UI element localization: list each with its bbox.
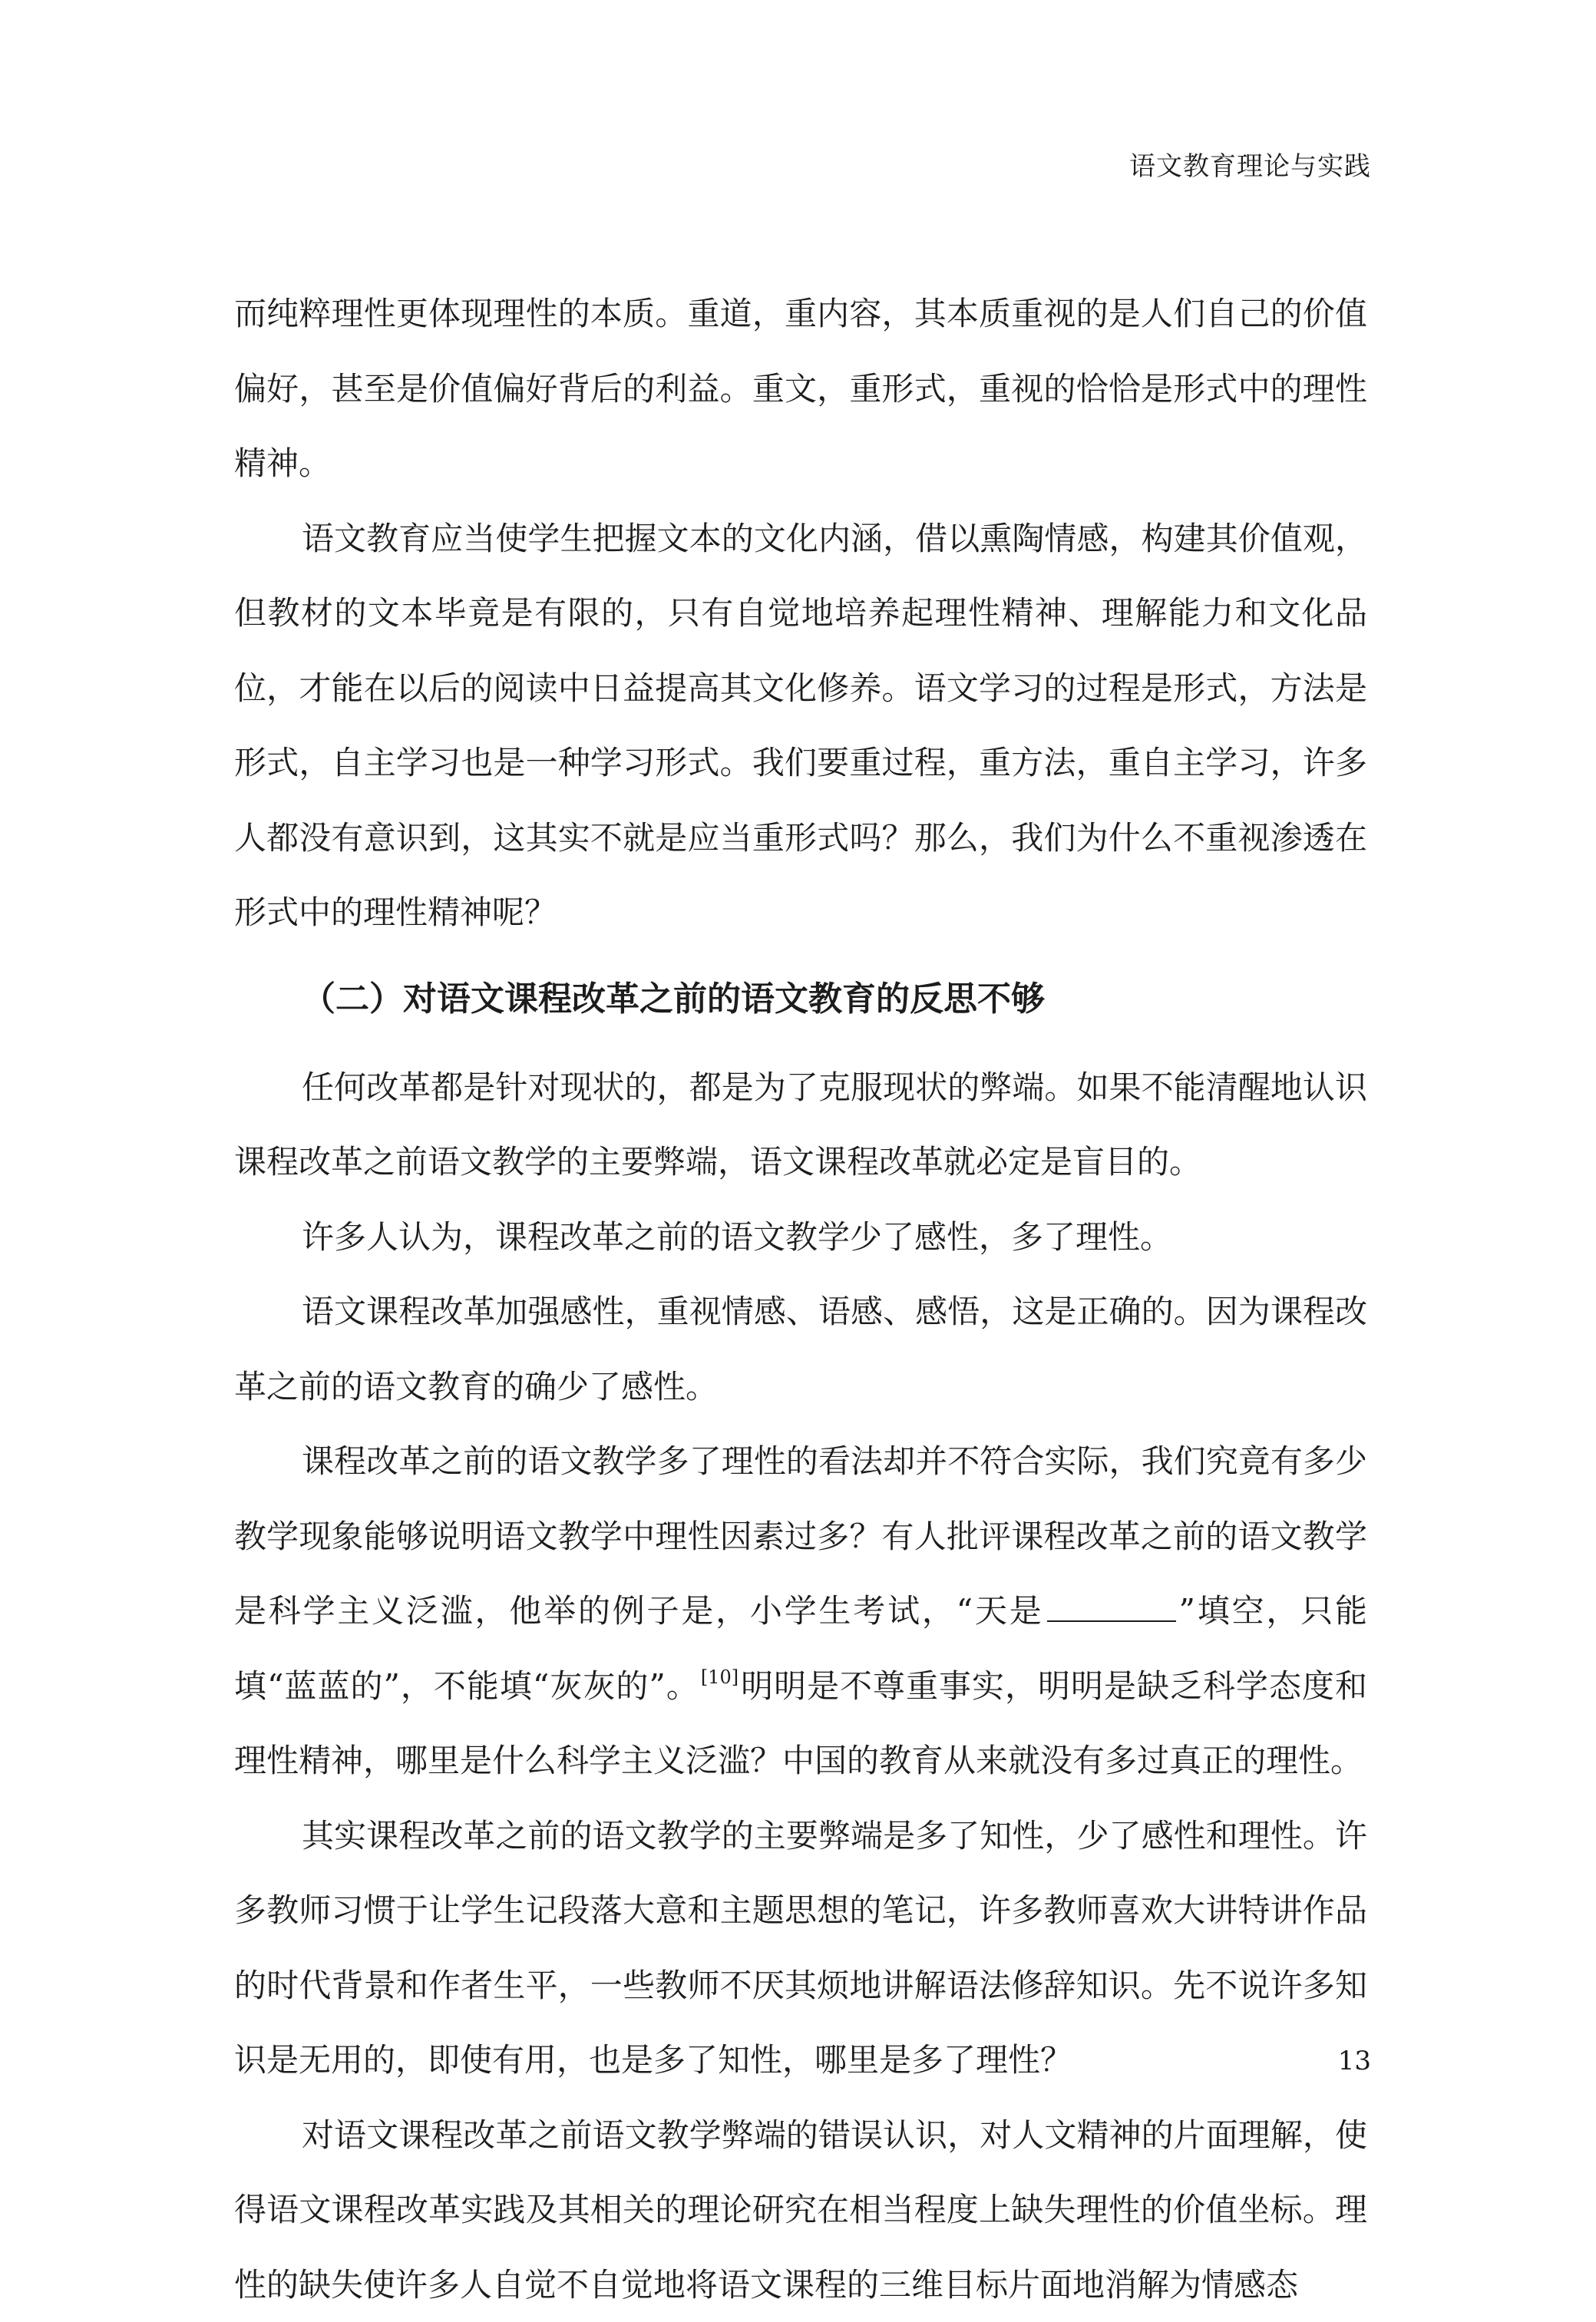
paragraph-3: 任何改革都是针对现状的，都是为了克服现状的弊端。如果不能清醒地认识课程改革之前语文教学的主要弊端，语文课程改革就必定是盲目的。 <box>234 1050 1367 1200</box>
paragraph-2: 语文教育应当使学生把握文本的文化内涵，借以熏陶情感，构建其价值观，但教材的文本毕竟是有限的，只有自觉地培养起理性精神、理解能力和文化品位，才能在以后的阅读中日益提高其文化修养。语文学习的过程是形式，方法是形式，自主学习也是一种学习形式。我们要重过程，重方法，重自主学习，许多人都没有意识到，这其实不就是应当重形式吗？那么，我们为什么不重视渗透在形式中的理性精神呢？ <box>234 501 1367 950</box>
paragraph-5: 语文课程改革加强感性，重视情感、语感、感悟，这是正确的。因为课程改革之前的语文教育的确少了感性。 <box>234 1274 1367 1424</box>
page-number: 13 <box>1338 2048 1371 2074</box>
body-text <box>234 276 1367 2322</box>
paragraph-4: 许多人认为，课程改革之前的语文教学少了感性，多了理性。 <box>234 1200 1367 1275</box>
paragraph-6-text-1: 课程改革之前的语文教学多了理性的看法却并不符合实际，我们究竟有多少教学现象能够说明语文教学中理性因素过多？有人批评课程改革之前的语文教学是科学主义泛滥，他举的例子是，小学生考试，“天是 <box>234 1442 1367 1630</box>
paragraph-7: 其实课程改革之前的语文教学的主要弊端是多了知性，少了感性和理性。许多教师习惯于让学生记段落大意和主题思想的笔记，许多教师喜欢大讲特讲作品的时代背景和作者生平，一些教师不厌其烦地讲解语法修辞知识。先不说许多知识是无用的，即使有用，也是多了知性，哪里是多了理性？ <box>234 1798 1367 2098</box>
citation-marker: [10] <box>701 1666 739 1688</box>
paragraph-continued: 而纯粹理性更体现理性的本质。重道，重内容，其本质重视的是人们自己的价值偏好，甚至是价值偏好背后的利益。重文，重形式，重视的恰恰是形式中的理性精神。 <box>234 276 1367 501</box>
paragraph-6-text-2: ”填空，只能填“蓝蓝的”，不能填“灰灰的”。 <box>234 1592 1367 1705</box>
paragraph-6-text-3: 明明是不尊重事实，明明是缺乏科学态度和理性精神，哪里是什么科学主义泛滥？中国的教育从来就没有多过真正的理性。 <box>234 1667 1367 1780</box>
paragraph-8: 对语文课程改革之前语文教学弊端的错误认识，对人文精神的片面理解，使得语文课程改革实践及其相关的理论研究在相当程度上缺失理性的价值坐标。理性的缺失使许多人自觉不自觉地将语文课程的三维目标片面地消解为情感态 <box>234 2098 1367 2322</box>
paragraph-6 <box>234 1424 1367 1798</box>
fill-in-blank-line <box>1047 1591 1176 1622</box>
running-header: 语文教育理论与实践 <box>1129 154 1371 180</box>
section-heading: （二）对语文课程改革之前的语文教育的反思不够 <box>234 964 1367 1035</box>
